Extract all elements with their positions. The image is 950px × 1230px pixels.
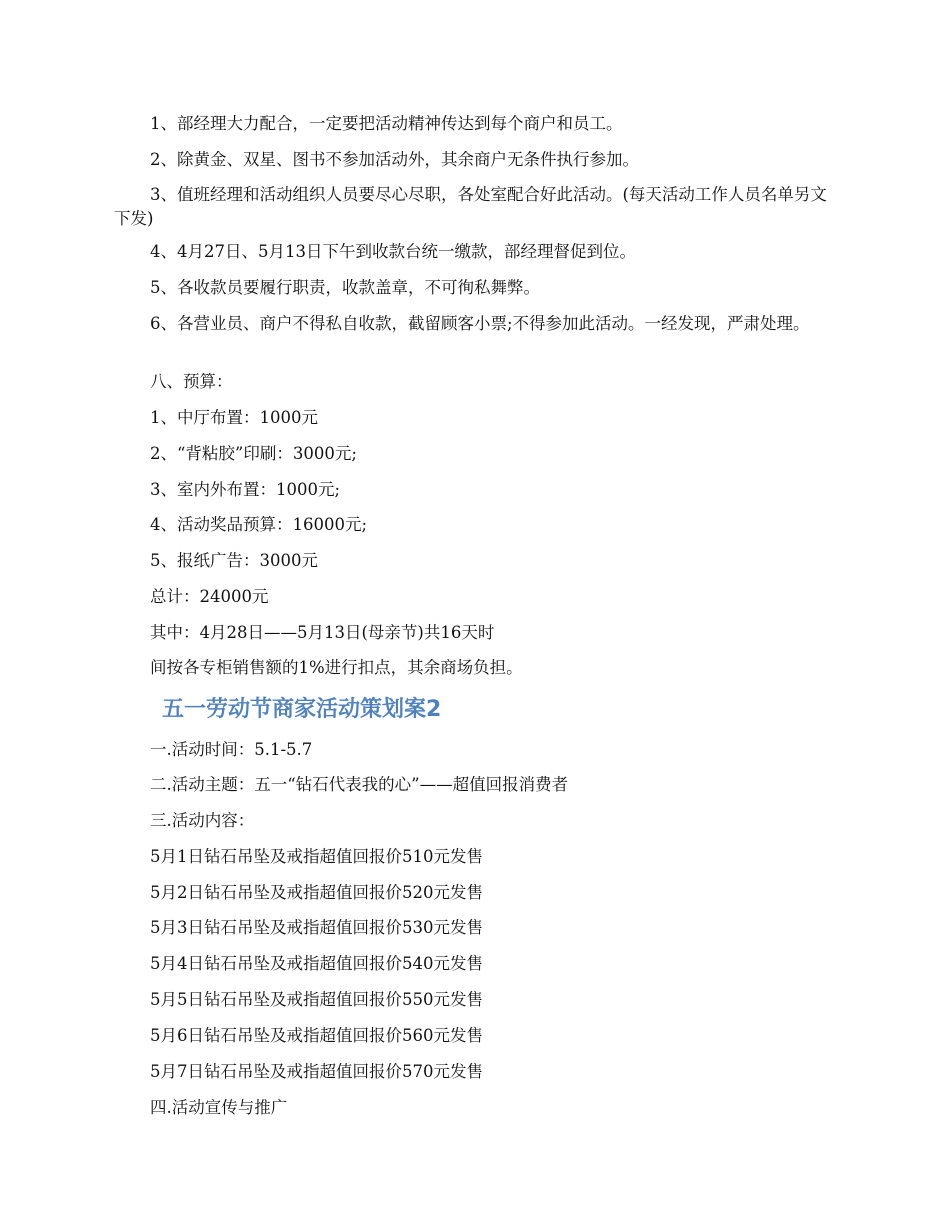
promo-heading: 四.活动宣传与推广: [150, 1098, 288, 1117]
activity-time: 一.活动时间：5.1-5.7: [150, 740, 313, 759]
daily-offer-1: 5月1日钻石吊坠及戒指超值回报价510元发售: [150, 847, 483, 866]
rule-item-6: 6、各营业员、商户不得私自收款，截留顾客小票;不得参加此活动。一经发现，严肃处理。: [150, 314, 810, 333]
daily-offer-5: 5月5日钻石吊坠及戒指超值回报价550元发售: [150, 990, 483, 1009]
budget-item-4: 4、活动奖品预算：16000元;: [150, 515, 368, 534]
budget-heading: 八、预算：: [150, 372, 233, 391]
activity-theme: 二.活动主题：五一“钻石代表我的心”——超值回报消费者: [150, 775, 569, 794]
budget-item-2: 2、“背粘胶”印刷：3000元;: [150, 444, 357, 463]
budget-total: 总计：24000元: [150, 587, 269, 606]
rule-item-3: 3、值班经理和活动组织人员要尽心尽职，各处室配合好此活动。(每天活动工作人员名单另文下发): [114, 185, 827, 228]
daily-offer-7: 5月7日钻石吊坠及戒指超值回报价570元发售: [150, 1062, 483, 1081]
budget-item-1: 1、中厅布置：1000元: [150, 408, 318, 427]
budget-period: 其中：4月28日——5月13日(母亲节)共16天时: [150, 623, 495, 642]
rule-item-1: 1、部经理大力配合，一定要把活动精神传达到每个商户和员工。: [150, 114, 623, 133]
rule-item-4: 4、4月27日、5月13日下午到收款台统一缴款，部经理督促到位。: [150, 242, 636, 261]
budget-note: 间按各专柜销售额的1%进行扣点，其余商场负担。: [150, 658, 523, 677]
section-title: 五一劳动节商家活动策划案2: [162, 697, 442, 722]
rule-item-5: 5、各收款员要履行职责，收款盖章，不可徇私舞弊。: [150, 278, 540, 297]
daily-offer-3: 5月3日钻石吊坠及戒指超值回报价530元发售: [150, 918, 483, 937]
budget-item-3: 3、室内外布置：1000元;: [150, 480, 341, 499]
budget-item-5: 5、报纸广告：3000元: [150, 551, 318, 570]
rule-item-2: 2、除黄金、双星、图书不参加活动外，其余商户无条件执行参加。: [150, 150, 639, 169]
daily-offer-2: 5月2日钻石吊坠及戒指超值回报价520元发售: [150, 883, 483, 902]
daily-offer-4: 5月4日钻石吊坠及戒指超值回报价540元发售: [150, 954, 483, 973]
daily-offer-6: 5月6日钻石吊坠及戒指超值回报价560元发售: [150, 1026, 483, 1045]
activity-content-heading: 三.活动内容：: [150, 811, 255, 830]
